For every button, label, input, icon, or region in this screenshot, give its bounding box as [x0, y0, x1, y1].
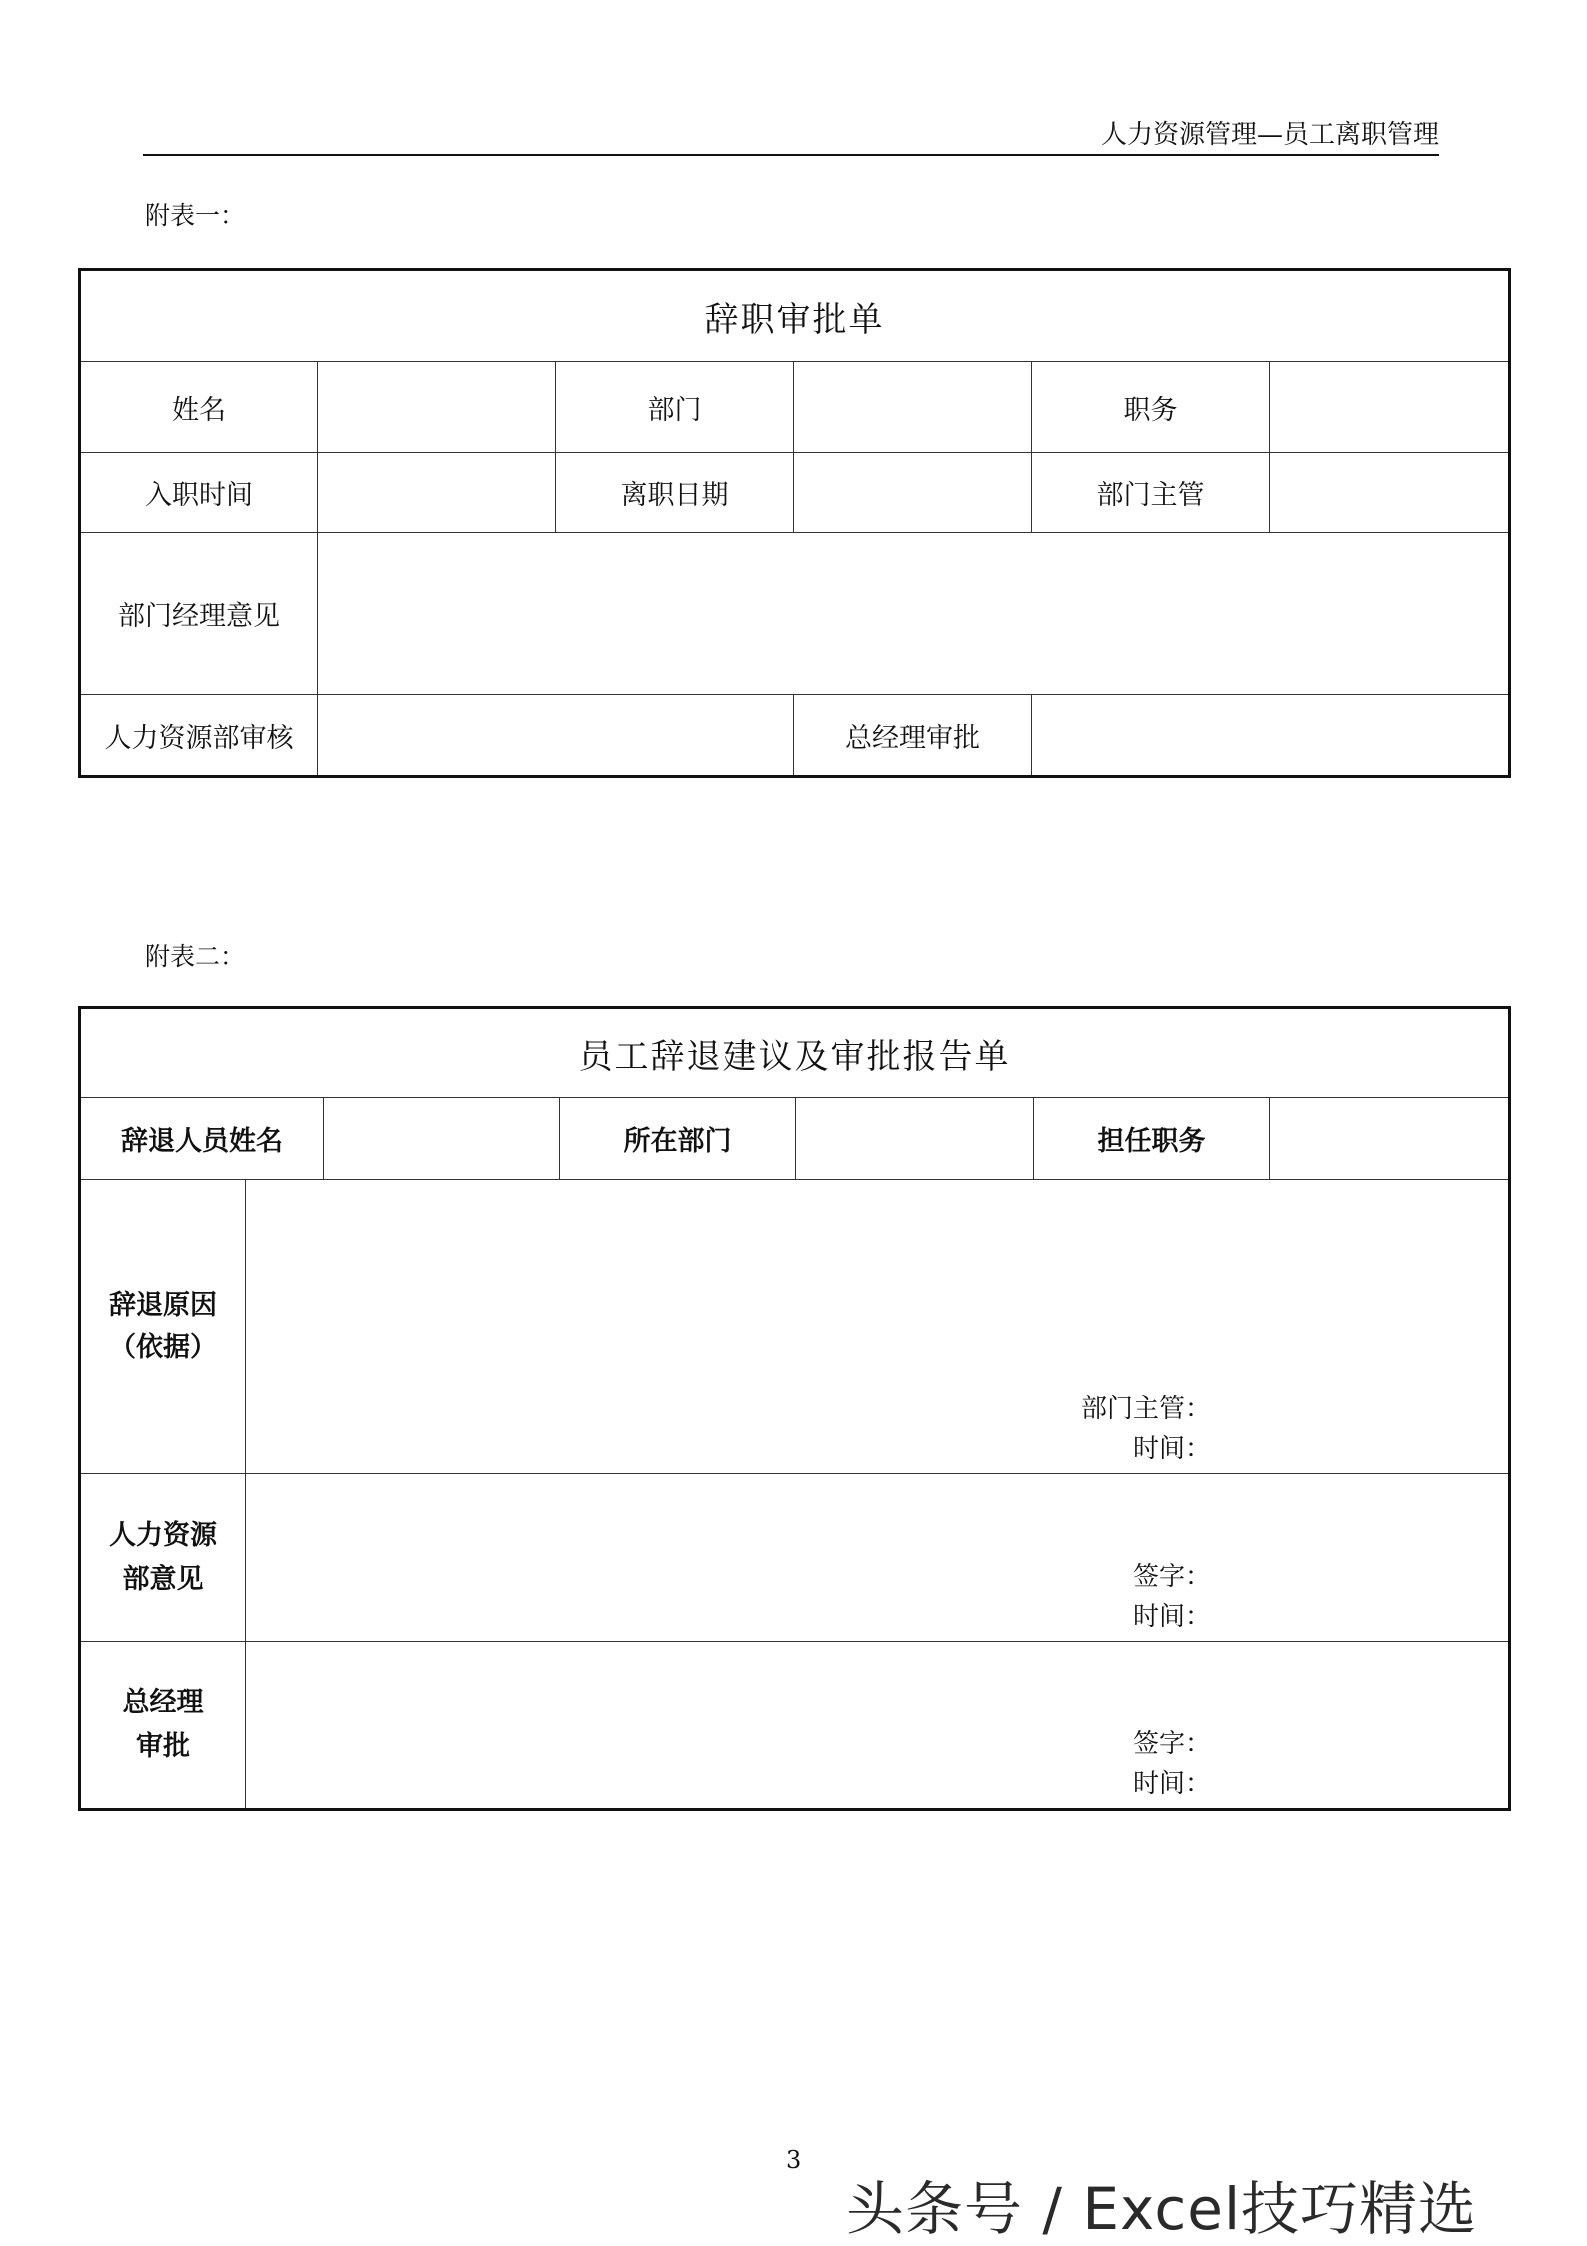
- field-join-date[interactable]: [318, 453, 556, 533]
- gm-label-2: 审批: [136, 1731, 190, 1762]
- field-dismissed-name[interactable]: [324, 1098, 560, 1180]
- hr-label-2: 部意见: [122, 1563, 204, 1595]
- field-manager-opinion[interactable]: [318, 533, 1510, 695]
- label-gm-approval: [80, 1642, 246, 1810]
- label-hr-review: 人力资源部审核: [80, 695, 318, 777]
- gm-time-label: 时间：: [1133, 1769, 1212, 1799]
- field-hr-opinion[interactable]: [246, 1474, 1510, 1642]
- resignation-approval-form: [78, 268, 1511, 778]
- field-job-title[interactable]: [1270, 1098, 1510, 1180]
- field-dept[interactable]: [794, 362, 1032, 453]
- field-supervisor[interactable]: [1270, 453, 1510, 533]
- field-dismissal-reason[interactable]: [246, 1180, 1510, 1474]
- label-hr-opinion: [80, 1474, 246, 1642]
- gm-label-1: 总经理: [122, 1687, 204, 1718]
- header-title: 人力资源管理—员工离职管理: [1100, 120, 1439, 150]
- hr-time-label: 时间：: [1133, 1602, 1212, 1632]
- dismissal-report-form: [78, 1006, 1511, 1811]
- hr-sign-label: 签字：: [1133, 1562, 1212, 1592]
- form2-title: 员工辞退建议及审批报告单: [80, 1008, 1510, 1098]
- page-header: [143, 108, 1439, 156]
- label-join-date: 入职时间: [80, 453, 318, 533]
- label-dept: 部门: [556, 362, 794, 453]
- reason-supervisor-label: 部门主管：: [1081, 1394, 1212, 1424]
- label-name: 姓名: [80, 362, 318, 453]
- field-leave-date[interactable]: [794, 453, 1032, 533]
- page-number: 3: [786, 2146, 802, 2174]
- field-department[interactable]: [796, 1098, 1034, 1180]
- appendix1-caption: 附表一：: [145, 201, 246, 230]
- label-supervisor: 部门主管: [1032, 453, 1270, 533]
- field-name[interactable]: [318, 362, 556, 453]
- label-position: 职务: [1032, 362, 1270, 453]
- hr-label-1: 人力资源: [109, 1519, 217, 1551]
- label-gm-approve: 总经理审批: [794, 695, 1032, 777]
- field-hr-review[interactable]: [318, 695, 794, 777]
- label-job-title: 担任职务: [1034, 1098, 1270, 1180]
- label-leave-date: 离职日期: [556, 453, 794, 533]
- label-dismissal-reason: [80, 1180, 246, 1474]
- form1-title: 辞职审批单: [80, 270, 1510, 362]
- appendix2-caption: 附表二：: [145, 942, 246, 971]
- reason-label-1: 辞退原因: [109, 1289, 217, 1321]
- reason-label-2: （依据）: [109, 1331, 217, 1363]
- label-dismissed-name: 辞退人员姓名: [80, 1098, 324, 1180]
- reason-time-label: 时间：: [1133, 1434, 1212, 1464]
- field-gm-approve[interactable]: [1032, 695, 1510, 777]
- field-gm-approval[interactable]: [246, 1642, 1510, 1810]
- gm-sign-label: 签字：: [1133, 1729, 1212, 1759]
- field-position[interactable]: [1270, 362, 1510, 453]
- watermark: 头条号 / Excel技巧精选: [846, 2175, 1478, 2243]
- label-department: 所在部门: [560, 1098, 796, 1180]
- label-manager-opinion: 部门经理意见: [80, 533, 318, 695]
